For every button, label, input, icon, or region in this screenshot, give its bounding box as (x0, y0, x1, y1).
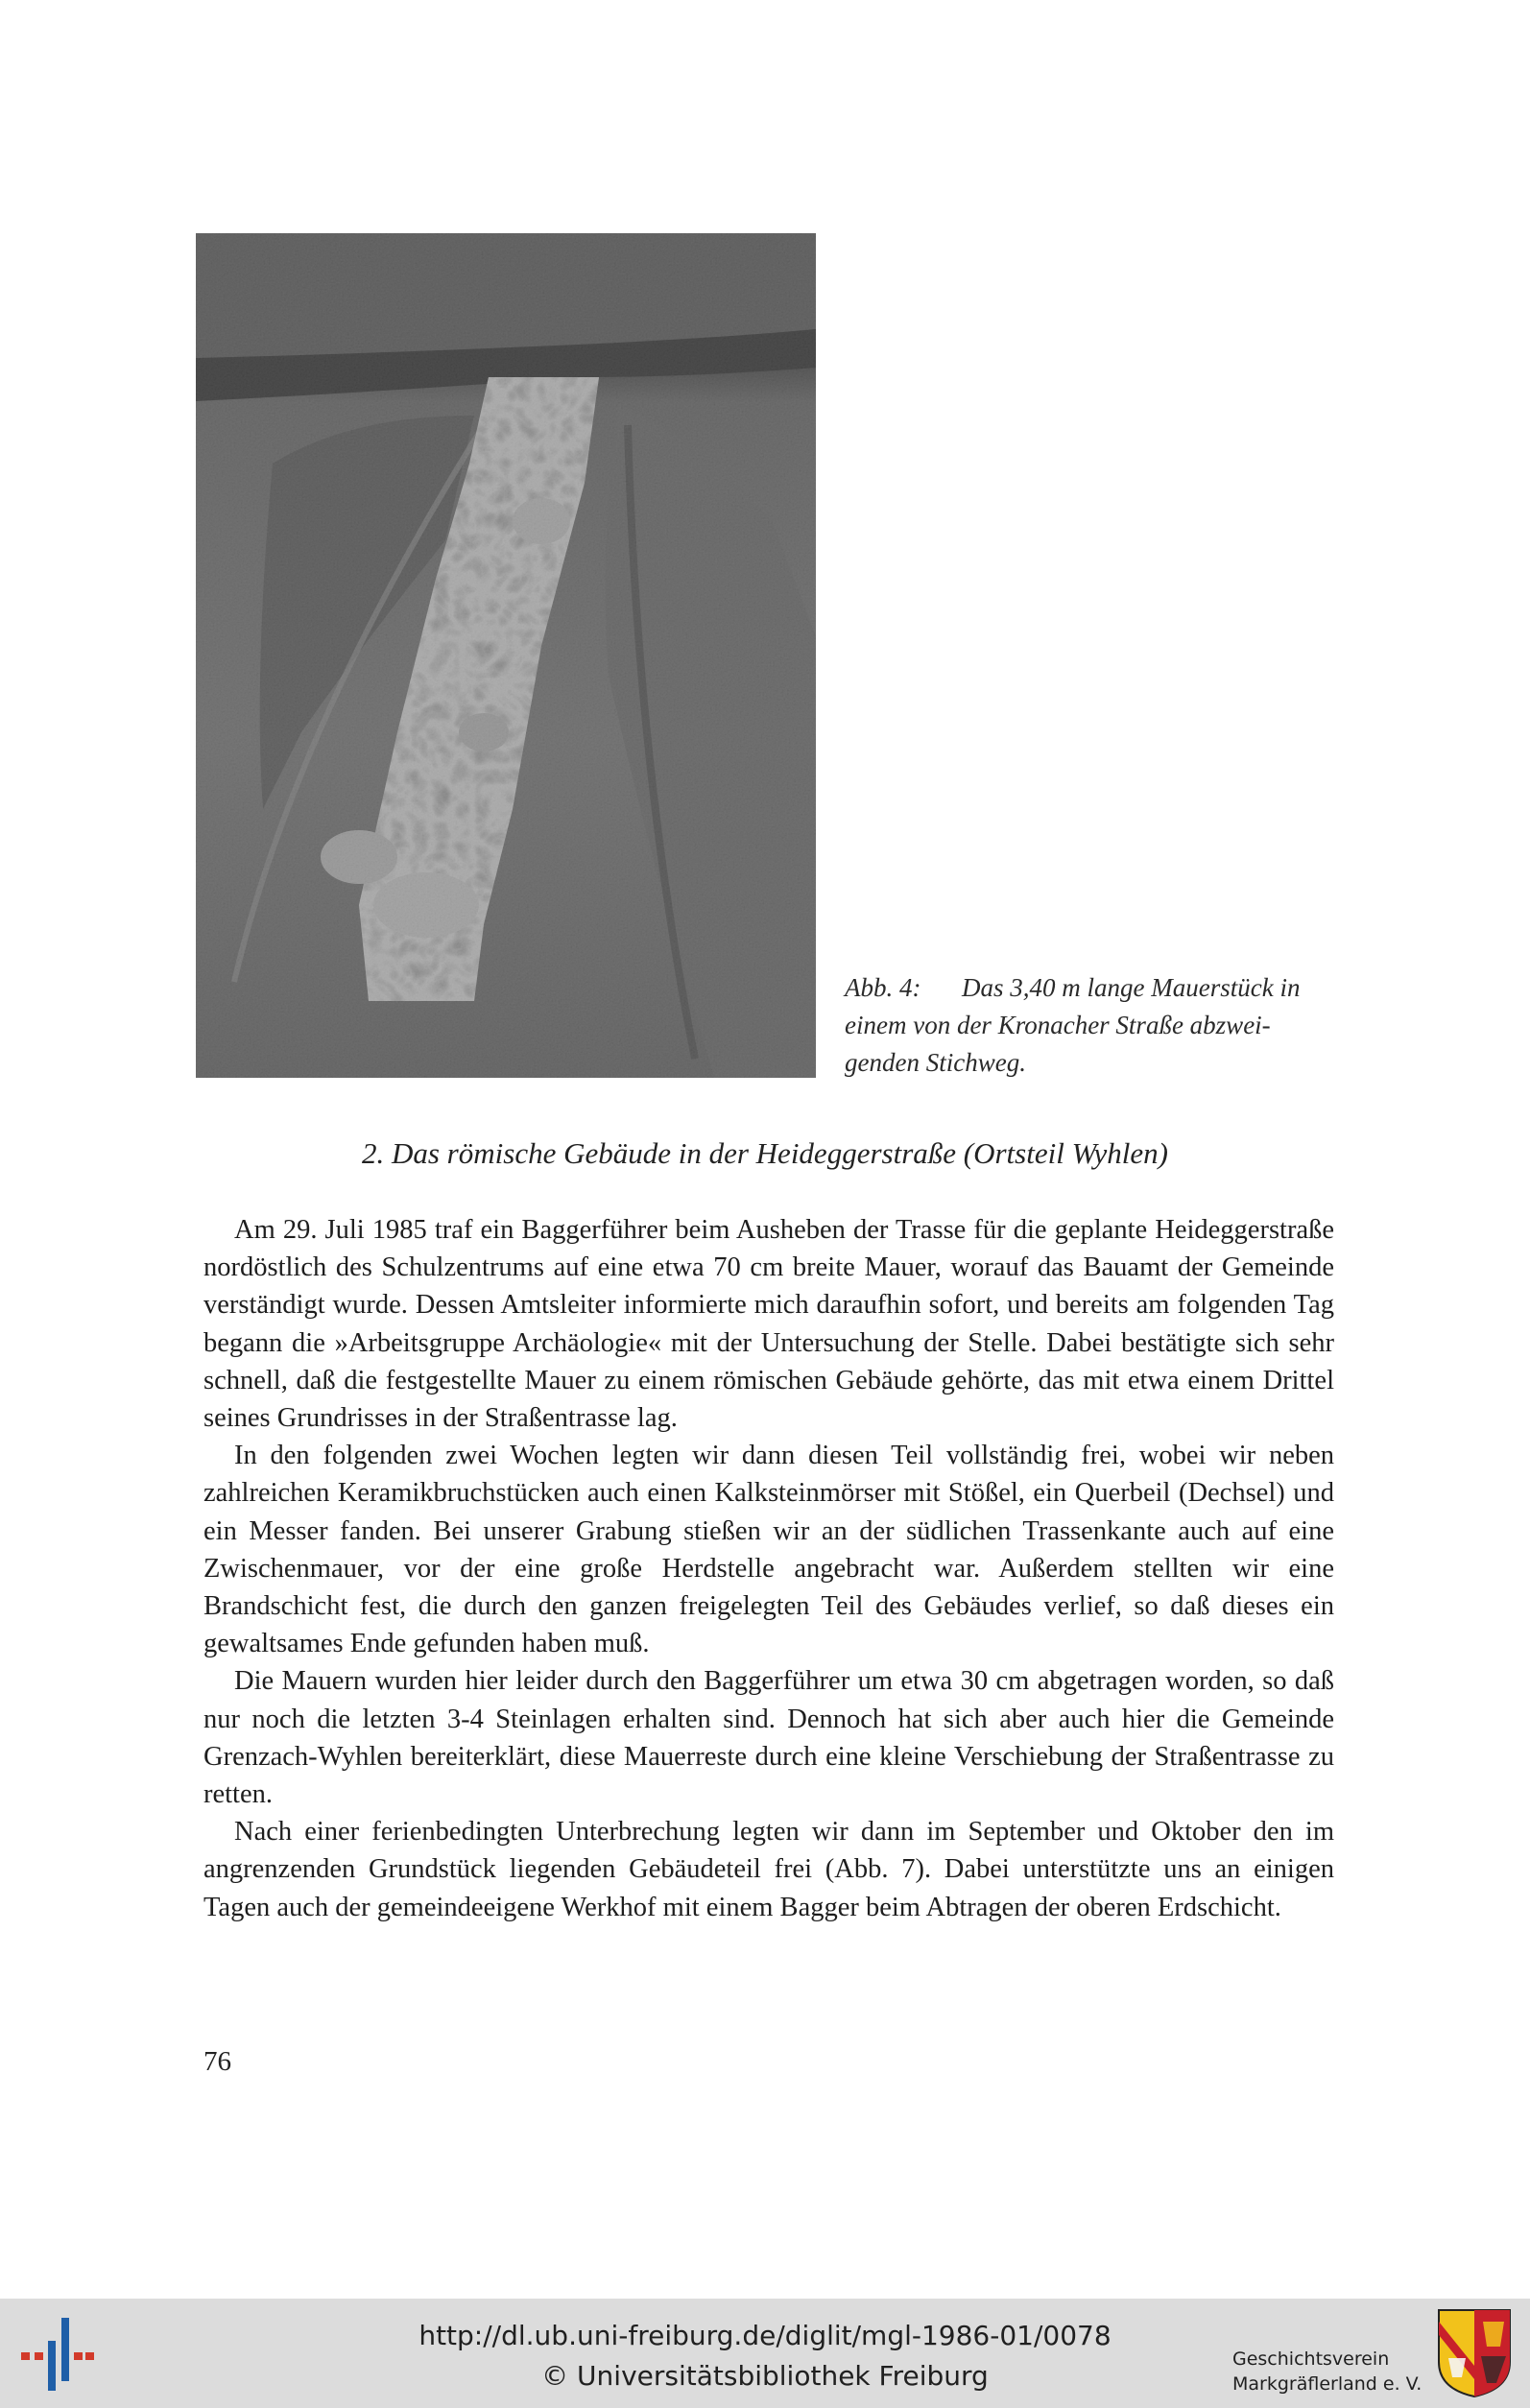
footer-copyright: © Universitätsbibliothek Freiburg (541, 2360, 989, 2392)
paragraph: Am 29. Juli 1985 traf ein Baggerführer beim Ausheben der Trasse für die geplante Heideggerstraße nordöstlich des Schulzentrums auf eine etwa 70 cm breite Mauer, worauf das Bauamt der Gemeinde verständigt wurde. Dessen Amtsleiter informierte mich daraufhin sofort, und bereits am folgenden Tag begann die »Arbeitsgruppe Archäologie« mit der Untersuchung der Stelle. Dabei bestätigte sich sehr schnell, daß die festgestellte Mauer zu einem römischen Gebäude gehörte, das mit etwa einem Drittel seines Grundrisses in der Straßentrasse lag. (203, 1215, 1334, 1434)
photo-image (196, 233, 816, 1078)
body-text (203, 1211, 1334, 1926)
section-heading: 2. Das römische Gebäude in der Heideggerstraße (Ortsteil Wyhlen) (361, 1136, 1168, 1170)
paragraph: Nach einer ferienbedingten Unterbrechung legten wir dann im September und Oktober den im angrenzenden Grundstück liegenden Gebäudeteil frei (Abb. 7). Dabei unterstützte uns an einigen Tagen auch der gemeindeeigene Werkhof mit einem Bagger beim Abtragen der oberen Erdschicht. (203, 1817, 1334, 1922)
caption-label: Abb. 4: (845, 973, 921, 1002)
footer-bar (0, 2299, 1530, 2408)
excavation-photo (196, 233, 816, 1078)
caption-line-1: Abb. 4: Das 3,40 m lange Mauerstück in (845, 969, 1334, 1007)
society-line-2: Markgräflerland e. V. (1232, 2373, 1422, 2395)
society-line-1: Geschichtsverein (1232, 2348, 1390, 2370)
society-name (1232, 2347, 1424, 2396)
figure-caption (845, 969, 1334, 1082)
page-number: 76 (203, 2046, 231, 2077)
paragraph: Die Mauern wurden hier leider durch den Baggerführer um etwa 30 cm abgetragen worden, so daß nur noch die letzten 3-4 Steinlagen erhalten sind. Dennoch hat sich aber auch hier die Gemeinde Grenzach-Wyhlen bereiterklärt, diese Mauerreste durch eine kleine Verschiebung der Straßentrasse zu retten. (203, 1666, 1334, 1810)
caption-line-3: genden Stichweg. (845, 1048, 1026, 1077)
caption-line-2: einem von der Kronacher Straße abzwei- (845, 1011, 1271, 1039)
footer-url-link[interactable]: http://dl.ub.uni-freiburg.de/diglit/mgl-1986-01/0078 (418, 2320, 1112, 2351)
coat-of-arms-icon (1437, 2308, 1512, 2398)
paragraph: In den folgenden zwei Wochen legten wir dann diesen Teil vollständig frei, wobei wir neben zahlreichen Keramikbruchstücken auch einen Kalksteinmörser mit Stößel, ein Querbeil (Dechsel) und ein Messer fanden. Bei unserer Grabung stießen wir an der südlichen Trassenkante auch auf eine Zwischenmauer, vor der eine große Herdstelle angebracht war. Außerdem stellten wir eine Brandschicht fest, die durch den ganzen freigelegten Teil des Gebäudes verlief, so daß dieses ein gewaltsames Ende gefunden haben muß. (203, 1441, 1334, 1659)
